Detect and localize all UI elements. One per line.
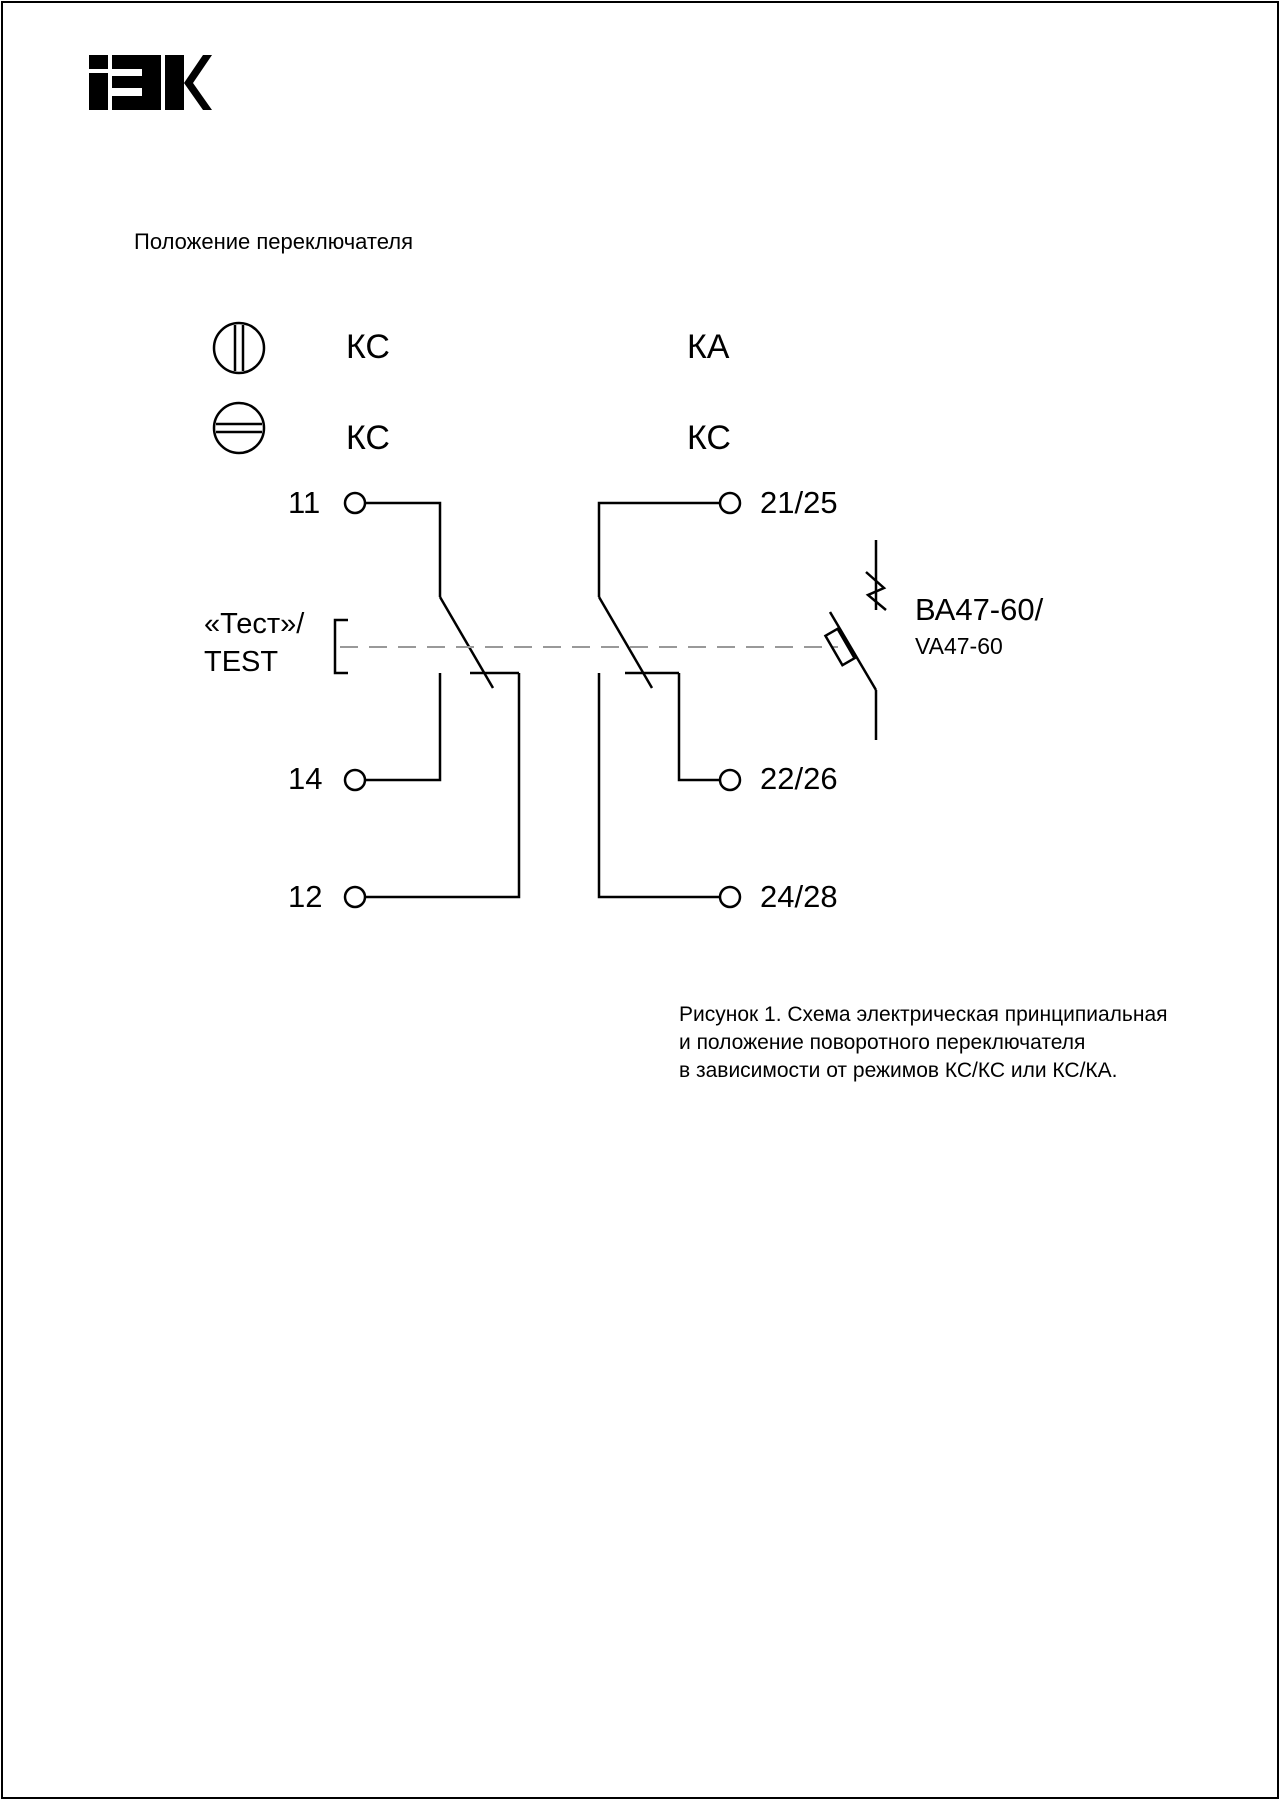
vertical-slot-icon: [214, 323, 264, 373]
test-label-line2: TEST: [204, 646, 279, 678]
terminal-11: [345, 493, 365, 513]
terminal-22-26: [720, 770, 740, 790]
terminal-14: [345, 770, 365, 790]
contact-group-1: [365, 503, 519, 897]
breaker-symbol: [825, 540, 886, 740]
terminal-label-22-26: 22/26: [760, 761, 838, 796]
test-label: [204, 605, 304, 681]
terminal-label-21-25: 21/25: [760, 485, 838, 520]
terminal-label-24-28: 24/28: [760, 879, 838, 914]
contact-group-2: [599, 503, 720, 897]
terminal-21-25: [720, 493, 740, 513]
terminal-label-11: 11: [288, 485, 321, 520]
horizontal-slot-icon: [214, 403, 264, 453]
terminal-12: [345, 887, 365, 907]
caption-line-3: в зависимости от режимов КС/КС или КС/КА.: [679, 1059, 1118, 1082]
caption-line-2: и положение поворотного переключателя: [679, 1031, 1086, 1054]
breaker-label-line1: ВА47-60/: [915, 592, 1044, 627]
caption-line-1: Рисунок 1. Схема электрическая принципиальная: [679, 1003, 1168, 1026]
terminal-label-14: 14: [288, 761, 323, 796]
figure-caption: [679, 1001, 1168, 1085]
breaker-label-line2: VA47-60: [915, 633, 1003, 659]
mode-label-left-1: КС: [346, 328, 390, 366]
terminal-24-28: [720, 887, 740, 907]
mode-label-right-1: КА: [687, 328, 730, 366]
mode-label-right-2: КС: [687, 419, 731, 457]
iek-logo: [89, 55, 212, 110]
test-label-line1: «Тест»/: [204, 608, 305, 640]
mode-label-left-2: КС: [346, 419, 390, 457]
terminal-label-12: 12: [288, 879, 323, 914]
page-heading: Положение переключателя: [134, 229, 414, 254]
